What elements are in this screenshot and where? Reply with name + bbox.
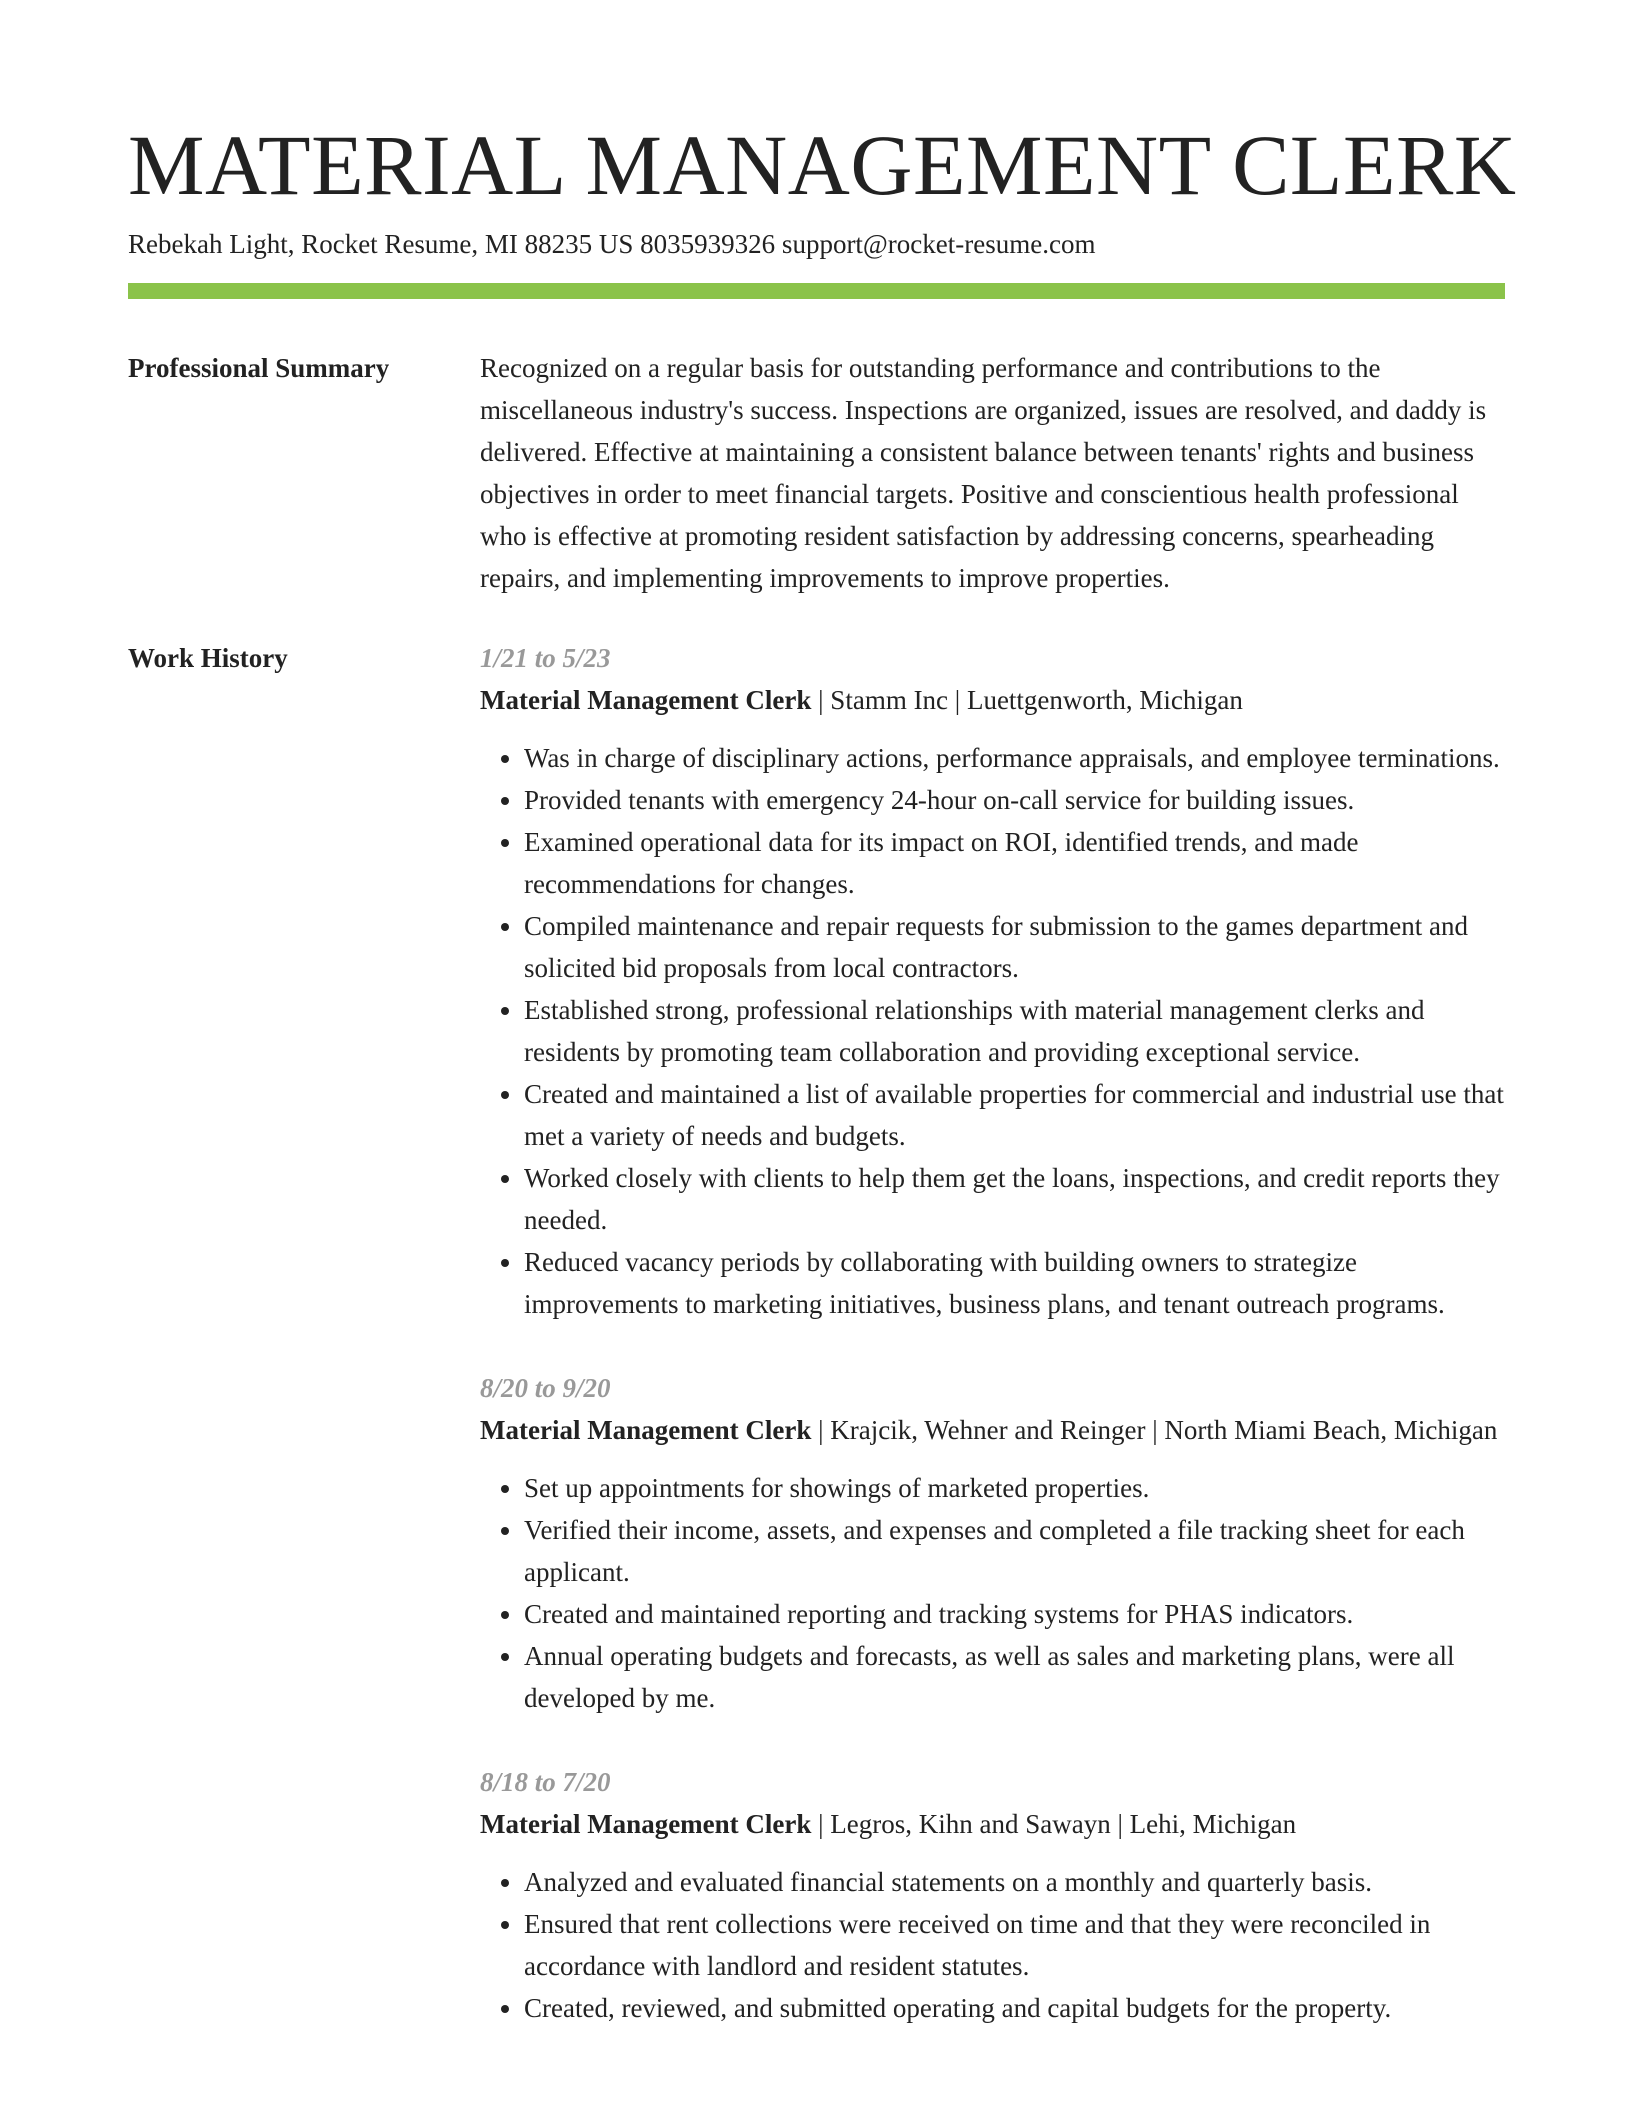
job-dates: 8/18 to 7/20 bbox=[480, 1766, 611, 1797]
job-bullet: • Established strong, professional relationships with material management clerks and residents by promoting team collaboration and providing exceptional service. bbox=[524, 989, 1505, 1073]
job-bullet-list bbox=[480, 737, 1505, 1325]
job-details: | Krajcik, Wehner and Reinger | North Miami Beach, Michigan bbox=[811, 1414, 1498, 1445]
summary-body bbox=[480, 347, 1505, 599]
job-entry bbox=[480, 1367, 1505, 1719]
job-bullet: • Created, reviewed, and submitted operating and capital budgets for the property. bbox=[524, 1987, 1505, 2029]
job-bullet-list bbox=[480, 1861, 1505, 2029]
job-bullet: • Created and maintained reporting and tracking systems for PHAS indicators. bbox=[524, 1593, 1505, 1635]
job-title: Material Management Clerk bbox=[480, 1808, 812, 1839]
job-bullet: • Reduced vacancy periods by collaborating with building owners to strategize improvements to marketing initiatives, business plans, and tenant outreach programs. bbox=[524, 1241, 1505, 1325]
job-entry bbox=[480, 1761, 1505, 2029]
job-bullet: • Provided tenants with emergency 24-hour on-call service for building issues. bbox=[524, 779, 1505, 821]
job-title: Material Management Clerk bbox=[480, 684, 812, 715]
accent-divider bbox=[128, 283, 1505, 299]
job-heading bbox=[480, 1409, 1505, 1451]
job-bullet: • Compiled maintenance and repair requests for submission to the games department and solicited bid proposals from local contractors. bbox=[524, 905, 1505, 989]
work-history-section bbox=[128, 637, 1505, 2029]
job-bullet: • Annual operating budgets and forecasts, as well as sales and marketing plans, were all developed by me. bbox=[524, 1635, 1505, 1719]
job-heading bbox=[480, 1803, 1505, 1845]
summary-text: Recognized on a regular basis for outstanding performance and contributions to the miscellaneous industry's success. Inspections are organized, issues are resolved, and daddy is delivered. Effective at maintaining a consistent balance between tenants' rights and business objectives in order to meet financial targets. Positive and conscientious health professional who is effective at promoting resident satisfaction by addressing concerns, spearheading repairs, and implementing improvements to improve properties. bbox=[480, 352, 1487, 593]
job-details: | Legros, Kihn and Sawayn | Lehi, Michigan bbox=[811, 1808, 1297, 1839]
contact-info: Rebekah Light, Rocket Resume, MI 88235 US 8035939326 support@rocket-resume.com bbox=[128, 228, 1096, 259]
job-bullet: • Set up appointments for showings of marketed properties. bbox=[524, 1467, 1505, 1509]
resume-name-heading: MATERIAL MANAGEMENT CLERK bbox=[128, 117, 1517, 213]
job-bullet: • Ensured that rent collections were received on time and that they were reconciled in accordance with landlord and resident statutes. bbox=[524, 1903, 1505, 1987]
job-bullet: • Analyzed and evaluated financial statements on a monthly and quarterly basis. bbox=[524, 1861, 1505, 1903]
job-bullet: • Was in charge of disciplinary actions, performance appraisals, and employee terminations. bbox=[524, 737, 1505, 779]
resume-page bbox=[128, 117, 1517, 2029]
professional-summary-section bbox=[128, 347, 1505, 599]
work-history-body bbox=[480, 637, 1505, 2029]
job-dates: 1/21 to 5/23 bbox=[480, 642, 611, 673]
job-title: Material Management Clerk bbox=[480, 1414, 812, 1445]
section-label-professional-summary: Professional Summary bbox=[128, 352, 390, 383]
section-label-work-history: Work History bbox=[128, 642, 288, 673]
job-bullet: • Worked closely with clients to help them get the loans, inspections, and credit reports they needed. bbox=[524, 1157, 1505, 1241]
job-heading bbox=[480, 679, 1505, 721]
job-bullet: • Verified their income, assets, and expenses and completed a file tracking sheet for each applicant. bbox=[524, 1509, 1505, 1593]
job-bullet: • Created and maintained a list of available properties for commercial and industrial use that met a variety of needs and budgets. bbox=[524, 1073, 1505, 1157]
job-details: | Stamm Inc | Luettgenworth, Michigan bbox=[811, 684, 1243, 715]
job-bullet-list bbox=[480, 1467, 1505, 1719]
job-bullet: • Examined operational data for its impact on ROI, identified trends, and made recommendations for changes. bbox=[524, 821, 1505, 905]
job-entry bbox=[480, 637, 1505, 1325]
job-dates: 8/20 to 9/20 bbox=[480, 1372, 611, 1403]
